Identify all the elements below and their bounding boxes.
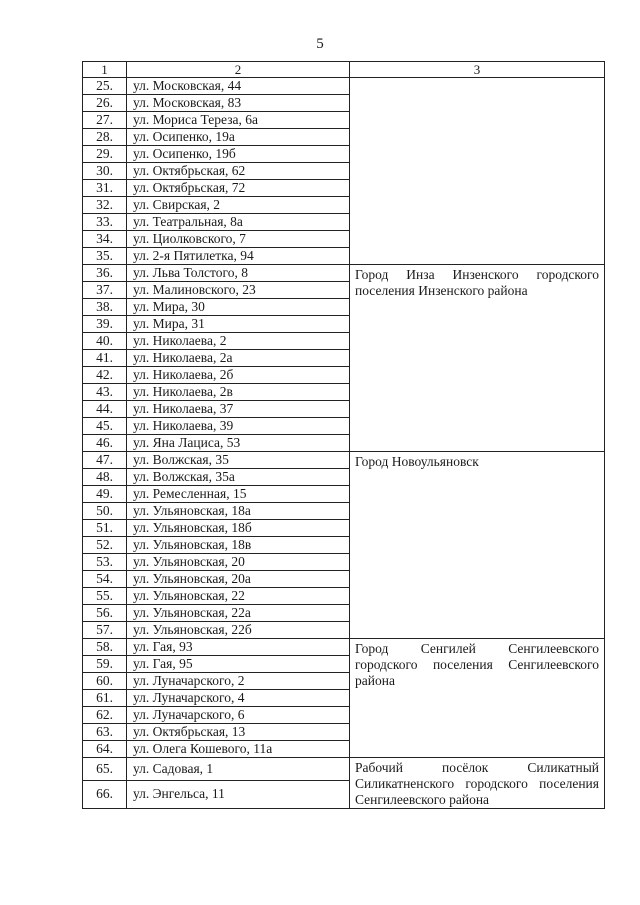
row-number: 61. <box>83 690 127 707</box>
row-address: ул. Ульяновская, 20 <box>127 554 350 571</box>
row-address: ул. Ульяновская, 18а <box>127 503 350 520</box>
row-address: ул. Николаева, 2в <box>127 384 350 401</box>
row-number: 38. <box>83 299 127 316</box>
row-address: ул. Малиновского, 23 <box>127 282 350 299</box>
row-address: ул. Октябрьская, 72 <box>127 180 350 197</box>
row-address: ул. Луначарского, 2 <box>127 673 350 690</box>
table-row <box>83 78 605 95</box>
row-address: ул. Московская, 44 <box>127 78 350 95</box>
row-address: ул. Волжская, 35 <box>127 452 350 469</box>
row-address: ул. Ульяновская, 18в <box>127 537 350 554</box>
row-number: 37. <box>83 282 127 299</box>
header-col-2: 2 <box>127 62 350 78</box>
row-address: ул. Мира, 31 <box>127 316 350 333</box>
row-number: 57. <box>83 622 127 639</box>
row-number: 29. <box>83 146 127 163</box>
row-number: 31. <box>83 180 127 197</box>
settlement-cell: Рабочий посёлок Силикатный Силикатненского городского поселения Сенгилеевского района <box>350 758 605 809</box>
row-number: 54. <box>83 571 127 588</box>
row-number: 44. <box>83 401 127 418</box>
settlement-cell: Город Инза Инзенского городского поселения Инзенского района <box>350 265 605 452</box>
row-address: ул. Яна Лациса, 53 <box>127 435 350 452</box>
row-address: ул. Гая, 95 <box>127 656 350 673</box>
row-number: 49. <box>83 486 127 503</box>
row-number: 35. <box>83 248 127 265</box>
row-number: 42. <box>83 367 127 384</box>
page-number: 5 <box>316 36 324 52</box>
table-row <box>83 265 605 282</box>
row-number: 25. <box>83 78 127 95</box>
row-address: ул. Волжская, 35а <box>127 469 350 486</box>
row-number: 33. <box>83 214 127 231</box>
row-address: ул. Луначарского, 6 <box>127 707 350 724</box>
table-row <box>83 758 605 781</box>
row-address: ул. Николаева, 37 <box>127 401 350 418</box>
row-address: ул. Осипенко, 19а <box>127 129 350 146</box>
row-address: ул. Луначарского, 4 <box>127 690 350 707</box>
row-number: 46. <box>83 435 127 452</box>
row-address: ул. Олега Кошевого, 11а <box>127 741 350 758</box>
table-row <box>83 639 605 656</box>
row-number: 28. <box>83 129 127 146</box>
row-address: ул. 2-я Пятилетка, 94 <box>127 248 350 265</box>
row-address: ул. Николаева, 39 <box>127 418 350 435</box>
header-col-1: 1 <box>83 62 127 78</box>
header-col-3: 3 <box>350 62 605 78</box>
row-address: ул. Энгельса, 11 <box>127 780 350 808</box>
row-number: 58. <box>83 639 127 656</box>
settlement-cell <box>350 78 605 265</box>
row-number: 41. <box>83 350 127 367</box>
row-address: ул. Осипенко, 19б <box>127 146 350 163</box>
row-number: 65. <box>83 758 127 781</box>
row-number: 47. <box>83 452 127 469</box>
row-number: 39. <box>83 316 127 333</box>
address-table <box>82 61 605 809</box>
settlement-cell: Город Новоульяновск <box>350 452 605 639</box>
row-number: 50. <box>83 503 127 520</box>
row-address: ул. Николаева, 2а <box>127 350 350 367</box>
row-number: 55. <box>83 588 127 605</box>
row-number: 63. <box>83 724 127 741</box>
row-address: ул. Ульяновская, 22 <box>127 588 350 605</box>
row-number: 27. <box>83 112 127 129</box>
row-number: 56. <box>83 605 127 622</box>
row-number: 36. <box>83 265 127 282</box>
row-address: ул. Циолковского, 7 <box>127 231 350 248</box>
row-address: ул. Октябрьская, 13 <box>127 724 350 741</box>
row-number: 51. <box>83 520 127 537</box>
table-row <box>83 452 605 469</box>
row-number: 53. <box>83 554 127 571</box>
settlement-cell: Город Сенгилей Сенгилеевского городского поселения Сенгилеевского района <box>350 639 605 758</box>
row-number: 52. <box>83 537 127 554</box>
row-number: 43. <box>83 384 127 401</box>
row-number: 66. <box>83 780 127 808</box>
row-number: 45. <box>83 418 127 435</box>
row-number: 30. <box>83 163 127 180</box>
row-address: ул. Ульяновская, 22а <box>127 605 350 622</box>
row-number: 32. <box>83 197 127 214</box>
row-number: 34. <box>83 231 127 248</box>
header-row <box>83 62 605 78</box>
row-number: 62. <box>83 707 127 724</box>
row-address: ул. Ремесленная, 15 <box>127 486 350 503</box>
row-address: ул. Мориса Тереза, 6а <box>127 112 350 129</box>
row-address: ул. Льва Толстого, 8 <box>127 265 350 282</box>
row-address: ул. Садовая, 1 <box>127 758 350 781</box>
row-number: 64. <box>83 741 127 758</box>
row-address: ул. Николаева, 2б <box>127 367 350 384</box>
row-number: 40. <box>83 333 127 350</box>
row-number: 59. <box>83 656 127 673</box>
row-number: 26. <box>83 95 127 112</box>
row-address: ул. Свирская, 2 <box>127 197 350 214</box>
row-address: ул. Ульяновская, 20а <box>127 571 350 588</box>
row-address: ул. Николаева, 2 <box>127 333 350 350</box>
row-address: ул. Гая, 93 <box>127 639 350 656</box>
row-address: ул. Московская, 83 <box>127 95 350 112</box>
row-number: 60. <box>83 673 127 690</box>
row-address: ул. Ульяновская, 18б <box>127 520 350 537</box>
row-address: ул. Ульяновская, 22б <box>127 622 350 639</box>
row-address: ул. Мира, 30 <box>127 299 350 316</box>
row-address: ул. Октябрьская, 62 <box>127 163 350 180</box>
table-body <box>83 78 605 809</box>
row-number: 48. <box>83 469 127 486</box>
row-address: ул. Театральная, 8а <box>127 214 350 231</box>
